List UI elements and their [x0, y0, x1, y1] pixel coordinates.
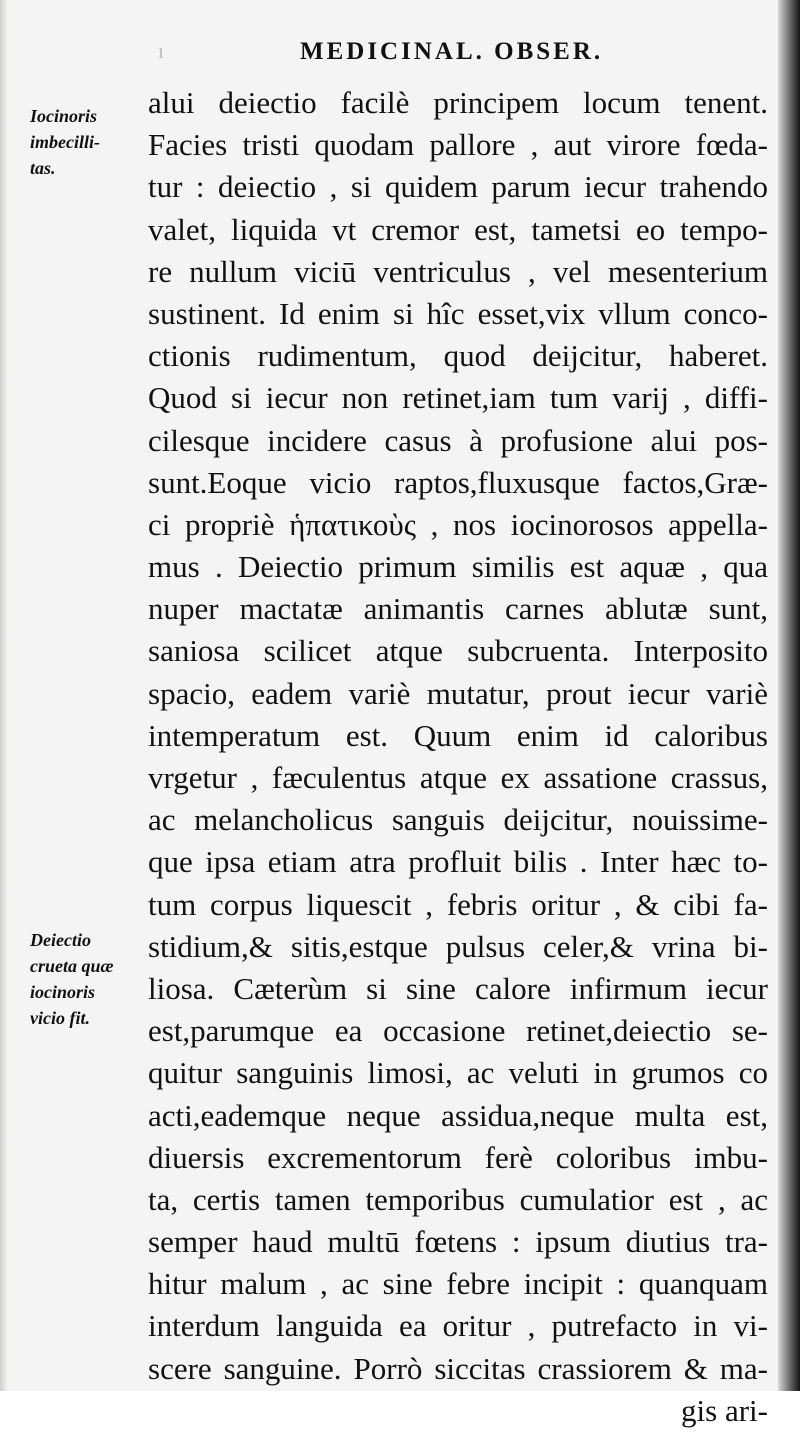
margin-note-line: tas.: [30, 158, 56, 178]
running-title: MEDICINAL. OBSER.: [300, 38, 604, 65]
text-line: sustinent. Id enim si hîc esset,vix vllum conco-: [148, 295, 768, 331]
text-line: cilesque incidere casus à profusione alui pos-: [148, 422, 768, 458]
margin-note-line: Deiectio: [30, 930, 91, 950]
text-line: interdum languida ea oritur , putrefacto in vi-: [148, 1308, 768, 1344]
text-line: liosa. Cæterùm si sine calore infirmum iecur: [148, 970, 768, 1006]
margin-note-line: imbecilli-: [30, 132, 100, 152]
text-line: alui deiectio facilè principem locum tenent.: [148, 85, 768, 120]
text-line: tur : deiectio , si quidem parum iecur trahendo: [148, 169, 768, 205]
margin-note-line: crueta quæ: [30, 956, 114, 976]
margin-note-line: Iocinoris: [30, 106, 98, 126]
text-line: acti,eademque neque assidua,neque multa est,: [148, 1097, 768, 1133]
text-line: scere sanguine. Porrò siccitas crassiorem & ma-: [148, 1350, 768, 1386]
text-line: sunt.Eoque vicio raptos,fluxusque factos,Græ-: [148, 464, 768, 500]
text-line: vrgetur , fæculentus atque ex assatione crassus,: [148, 760, 768, 795]
text-line: mus . Deiectio primum similis est aquæ , qua: [148, 549, 768, 585]
text-line: que ipsa etiam atra profluit bilis . Inter hæc to-: [148, 844, 768, 880]
text-line: saniosa scilicet atque subcruenta. Interposito: [148, 633, 768, 669]
text-line: ci propriè ἡπατικοὺς , nos iocinorosos appella-: [148, 506, 768, 542]
text-line: est,parumque ea occasione retinet,deiectio se-: [148, 1013, 768, 1049]
text-line: nuper mactatæ animantis carnes ablutæ sunt,: [148, 591, 768, 627]
text-line: Facies tristi quodam pallore , aut virore fœda-: [148, 127, 768, 163]
text-line: ta, certis tamen temporibus cumulatior est , ac: [148, 1181, 768, 1217]
text-line: spacio, eadem variè mutatur, prout iecur variè: [148, 675, 768, 711]
text-line: valet, liquida vt cremor est, tametsi eo tempo-: [148, 211, 768, 247]
page-edge-shadow: [778, 0, 800, 1391]
margin-note-first: [30, 103, 148, 181]
text-line catchword: gis ari-: [681, 1392, 768, 1428]
faint-show-through-mark: ı: [158, 38, 165, 63]
text-line: stidium,& sitis,estque pulsus celer,& vrina bi-: [148, 928, 768, 964]
text-line: Quod si iecur non retinet,iam tum varij , diffi-: [148, 380, 768, 416]
text-line: quitur sanguinis limosi, ac veluti in grumos co: [148, 1055, 768, 1091]
text-line: semper haud multū fœtens : ipsum diutius tra-: [148, 1224, 768, 1260]
text-line: re nullum viciū ventriculus , vel mesenterium: [148, 253, 768, 289]
text-line: ctionis rudimentum, quod deijcitur, haberet.: [148, 338, 768, 374]
text-line: ac melancholicus sanguis deijcitur, nouissime-: [148, 802, 768, 838]
body-text: [148, 82, 768, 1432]
text-line: hitur malum , ac sine febre incipit : quanquam: [148, 1266, 768, 1302]
margin-note-second: [30, 927, 148, 1031]
text-line: tum corpus liquescit , febris oritur , & cibi fa-: [148, 886, 768, 922]
text-line: intemperatum est. Quum enim id caloribus: [148, 717, 768, 753]
margin-note-line: iocinoris: [30, 982, 96, 1002]
margin-note-line: vicio fit.: [30, 1008, 90, 1028]
page-gutter-shadow: [0, 0, 8, 1391]
text-line: diuersis excrementorum ferè coloribus imbu-: [148, 1139, 768, 1175]
